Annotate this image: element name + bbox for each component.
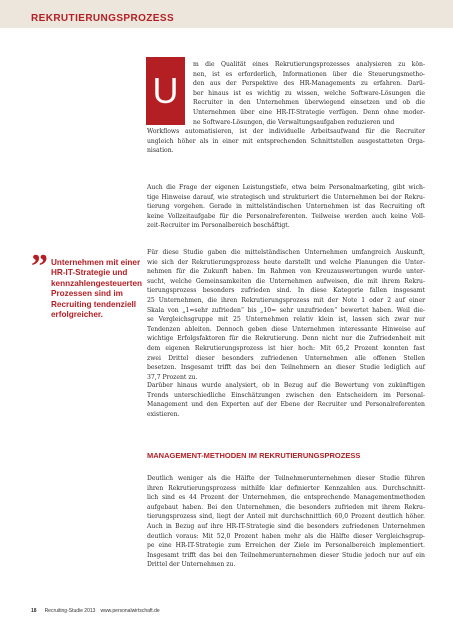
text-line: m die Qualität eines Rekrutierungsprozesses analysieren zu kön- (193, 61, 425, 68)
text-line: zeit-Recruiter im Personalbereich beschäftigt. (147, 222, 290, 230)
text-line: existieren. (147, 410, 180, 418)
text-line: Trends unterschiedliche Einschätzungen zwischen den Entscheidern im Personal- (147, 391, 425, 399)
quote-line: kennzahlengesteuerten (51, 278, 142, 288)
intro-paragraph-continuation (147, 127, 425, 156)
text-line: tierungsprozess sind, liegt der Anteil mit durchschnittlich 60,0 Prozent deutlich höher. (147, 513, 425, 521)
text-line: den aus der Perspektive des HR-Managements zu erfahren. Darü- (193, 80, 425, 88)
page-footer (31, 608, 160, 614)
text-line: dem eigenen Rekrutierungsprozess ist hier hoch: Mit 65,2 Prozent konnten fast (147, 344, 425, 352)
trends-paragraph (147, 381, 425, 419)
text-line: wichtige Erfolgsfaktoren für die Rekrutierung. Denn nicht nur die Zufriedenheit mit (147, 335, 425, 343)
quote-line: Recruiting tendenziell (51, 299, 137, 309)
text-line: lich sind es 44 Prozent der Unternehmen, die entsprechende Managementmethoden (147, 494, 425, 502)
text-line: Workflows automatisieren, ist der individuelle Arbeitsaufwand für die Recruiter (147, 128, 425, 135)
text-line: ungleich höher als in einer mit entsprechenden Schnittstellen ausgestatteten Orga- (147, 137, 425, 145)
text-line: se Vergleichsgruppe mit 25 Unternehmen relativ klein ist, lassen sich zwar nur (147, 316, 425, 324)
text-line: Skala von „1=sehr zufrieden“ bis „10= sehr unzufrieden“ bewertet haben. Weil die- (147, 306, 425, 314)
text-line: nisation. (147, 147, 174, 155)
text-line: nen, ist es erforderlich, Informationen über die Steuerungsmetho- (193, 70, 425, 78)
section-title: REKRUTIERUNGSPROZESS (31, 13, 175, 24)
quote-mark-icon: ” (31, 248, 48, 285)
page-number: 18 (31, 608, 37, 614)
text-line: tige Hinweise darauf, wie strategisch und strukturiert die Unternehmen bei der Rekru- (147, 193, 425, 201)
text-line: 37,7 Prozent zu. (147, 373, 198, 381)
text-line: zwei Drittel dieser besonders zufriedenen Unternehmen alle offenen Stellen (147, 354, 425, 362)
text-line: ne Software-Lösungen, die Verwaltungsaufgaben reduzieren und (193, 118, 395, 126)
section-heading: MANAGEMENT-METHODEN IM REKRUTIERUNGSPROZESS (147, 451, 361, 460)
text-line: keine Vollzeitaufgabe für die Personalreferenten. Teilweise werden auch keine Voll- (147, 212, 425, 220)
publication-name: Recruiting-Studie 2013 (44, 608, 96, 614)
text-line: ber hinaus ist es wichtig zu wissen, welche Software-Lösungen die (193, 89, 425, 97)
text-line: ihren Rekrutierungsprozess mithilfe klar definierter Kennzahlen aus. Durchschnitt- (147, 484, 425, 492)
quote-line: Unternehmen mit einer (51, 258, 141, 267)
text-line: aufgebaut haben. Bei den Unternehmen, die besonders zufrieden mit ihrem Rekru- (147, 503, 425, 511)
text-line: Unternehmen über eine HR-IT-Strategie verfügen. Denn ohne moder- (193, 108, 425, 116)
pull-quote (51, 258, 141, 320)
text-line: 25 Unternehmen, die ihren Rekrutierungsprozess mit der Note 1 oder 2 auf einer (147, 296, 425, 304)
text-line: Recruiter in den Unternehmen überwiegend einsetzen und ob die (193, 99, 425, 107)
text-line: pe eine HR-IT-Strategie zum Erreichen der Ziele im Personalbereich implementiert. (147, 542, 425, 550)
intro-paragraph-indented (193, 60, 425, 127)
text-line: deutlich voraus: Mit 52,0 Prozent haben mehr als die Hälfte dieser Vergleichsgrup- (147, 532, 425, 540)
text-line: Management und den Experten auf der Ebene der Recruiter und Personalreferenten (147, 401, 425, 409)
website-link[interactable]: www.personalwirtschaft.de (100, 608, 160, 614)
text-line: tierung vorgehen. Gerade in mittelständischen Unternehmen ist das Recruiting oft (147, 203, 425, 211)
text-line: wie sich der Rekrutierungsprozess heute darstellt und welche Planungen die Unter- (147, 258, 425, 266)
text-line: Auch in Bezug auf ihre HR-IT-Strategie sind die besonders zufriedenen Unternehmen (147, 522, 425, 530)
text-line: besetzen. Insgesamt trifft das bei den Teilnehmern an dieser Studie lediglich auf (147, 364, 425, 372)
quote-line: HR-IT-Strategie und (51, 268, 128, 278)
text-line: Drittel der Unternehmen zu. (147, 561, 236, 569)
text-line: Deutlich weniger als die Hälfte der Teilnehmerunternehmen dieser Studie führen (147, 475, 425, 482)
studie-paragraph (147, 248, 425, 382)
text-line: Darüber hinaus wurde analysiert, ob in Bezug auf die Bewertung von zukünftigen (147, 382, 425, 389)
text-line: Auch die Frage der eigenen Leistungstiefe, etwa beim Personalmarketing, gibt wich- (147, 184, 425, 191)
quote-line: erfolgreicher. (51, 310, 103, 320)
text-line: Für diese Studie gaben die mittelständischen Unternehmen umfangreich Auskunft, (147, 249, 425, 256)
leistungstiefe-paragraph (147, 183, 425, 231)
text-line: Tendenzen ableiten. Dennoch geben diese Unternehmen interessante Hinweise auf (147, 325, 425, 333)
text-line: tierungsprozess besonders zufrieden sind. In diese Kategorie fallen insgesamt (147, 287, 425, 295)
text-line: Insgesamt trifft das bei den Teilnehmerunternehmen dieser Studie jedoch nur auf ein (147, 551, 425, 559)
management-paragraph (147, 474, 425, 570)
text-line: sucht, welche Gemeinsamkeiten die Unternehmen aufweisen, die mit ihrem Rekru- (147, 277, 425, 285)
text-line: nehmen für die Zukunft haben. Im Rahmen von Kreuzauswertungen wurde unter- (147, 268, 425, 276)
drop-cap: U (146, 57, 185, 125)
quote-line: Prozessen sind im (51, 289, 123, 299)
